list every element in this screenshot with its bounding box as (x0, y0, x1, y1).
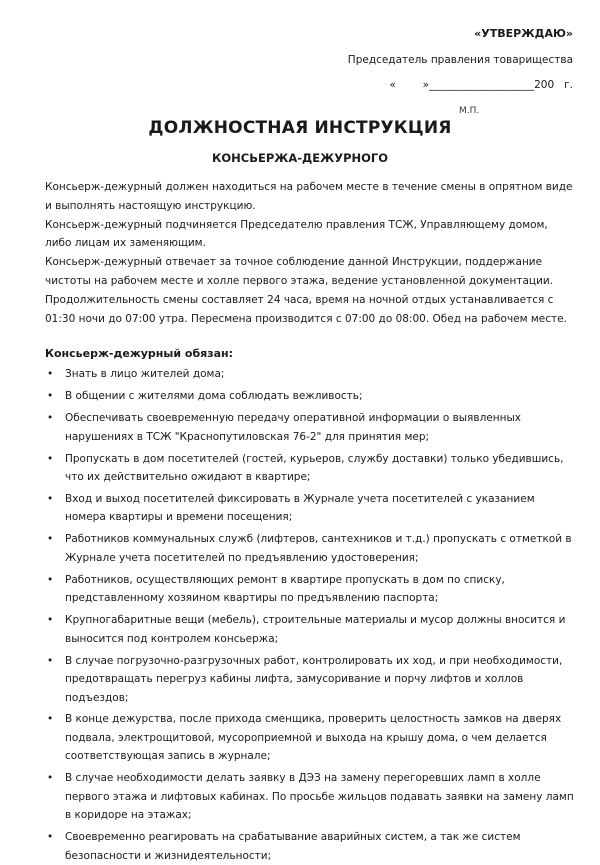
duty-item (45, 710, 575, 766)
duty-text: Своевременно реагировать на срабатывание аварийных систем, а так же систем безопасности и жизнидеятельности; (65, 831, 521, 862)
intro-section (45, 178, 575, 328)
duty-text: В случае необходимости делать заявку в ДЭЗ на замену перегоревших ламп в холле первого этажа и лифтовых кабинах. По просьбе жильцов подавать заявки на замену ламп в коридоре на этажах; (65, 772, 574, 822)
duty-text: В общении с жителями дома соблюдать вежливость; (65, 390, 363, 403)
bullet-icon: • (47, 492, 54, 505)
duty-item (45, 387, 575, 406)
approval-block (348, 25, 573, 94)
duty-text: Обеспечивать своевременную передачу оперативной информации о выявленных нарушениях в ТСЖ "Краснопутиловская 76-2" для принятия мер; (65, 412, 521, 443)
document-subtitle: КОНСЬЕРЖА-ДЕЖУРНОГО (211, 151, 388, 165)
document-title: ДОЛЖНОСТНАЯ ИНСТРУКЦИЯ (148, 118, 452, 138)
bullet-icon: • (47, 412, 54, 425)
bullet-icon: • (47, 772, 54, 785)
intro-paragraph: Консьерж-дежурный должен находиться на рабочем месте в течение смены в опрятном виде и выполнять настоящую инструкцию. (45, 181, 573, 212)
duty-text: В конце дежурства, после прихода сменщика, проверить целостность замков на дверях подвала, электрощитовой, мусороприемной и выхода на крышу дома, о чем делается соответствующая запись в журнале; (65, 713, 562, 763)
duty-text: Работников, осуществляющих ремонт в квартире пропускать в дом по списку, представленному хозяином квартиры по предъявлению паспорта; (65, 573, 505, 605)
duty-item (45, 490, 575, 527)
duty-text: Пропускать в дом посетителей (гостей, курьеров, службу доставки) только убедившись, что их действительно ожидают в квартире; (65, 452, 564, 484)
bullet-icon: • (47, 614, 54, 627)
approval-position: Председатель правления товарищества (347, 54, 573, 66)
duty-text: Знать в лицо жителей дома; (65, 368, 225, 381)
bullet-icon: • (47, 533, 54, 546)
bullet-icon: • (47, 831, 54, 844)
duty-item (45, 530, 575, 567)
bullet-icon: • (47, 654, 54, 667)
stamp-place: М.П. (459, 106, 480, 116)
duty-item (45, 365, 575, 384)
duty-text: Крупногабаритные вещи (мебель), строительные материалы и мусор должны вносится и выносится под контролем консьержа; (65, 614, 566, 645)
duties-heading: Консьерж-дежурный обязан: (45, 347, 234, 360)
duty-item (45, 611, 575, 648)
bullet-icon: • (47, 452, 54, 465)
duty-text: Работников коммунальных служб (лифтеров, сантехников и т.д.) пропускать с отметкой в Журнале учета посетителей по предъявлению удостоверения; (65, 533, 572, 564)
bullet-icon: • (47, 390, 54, 403)
duty-text: Вход и выход посетителей фиксировать в Журнале учета посетителей с указанием номера квартиры и времени посещения; (65, 492, 535, 524)
duty-item (45, 652, 575, 708)
duty-item (45, 769, 575, 825)
duty-text: В случае погрузочно-разгрузочных работ, контролировать их ход, и при необходимости, предотвращать перегруз кабины лифта, замусоривание и порчу лифтов и холлов подъездов; (65, 654, 563, 704)
bullet-icon: • (47, 713, 54, 726)
approval-title: «УТВЕРЖДАЮ» (474, 27, 573, 40)
duty-item (45, 450, 575, 487)
intro-paragraph: Консьерж-дежурный подчиняется Председателю правления ТСЖ, Управляющему домом, либо лицам их заменяющим. (45, 218, 548, 250)
duty-item (45, 828, 575, 865)
intro-paragraph: Продолжительность смены составляет 24 часа, время на ночной отдых устанавливается с 01:30 ночи до 07:00 утра. Пересмена производится с 07:00 до 08:00. Обед на рабочем месте. (45, 293, 567, 325)
duty-item (45, 571, 575, 608)
duty-item (45, 409, 575, 446)
bullet-icon: • (47, 573, 54, 586)
duties-list (45, 362, 575, 865)
intro-paragraph: Консьерж-дежурный отвечает за точное соблюдение данной Инструкции, поддержание чистоты на рабочем месте и холле первого этажа, ведение установленной документации. (45, 256, 554, 287)
bullet-icon: • (47, 368, 54, 381)
approval-date-line: « »____________________200 г. (389, 79, 573, 91)
